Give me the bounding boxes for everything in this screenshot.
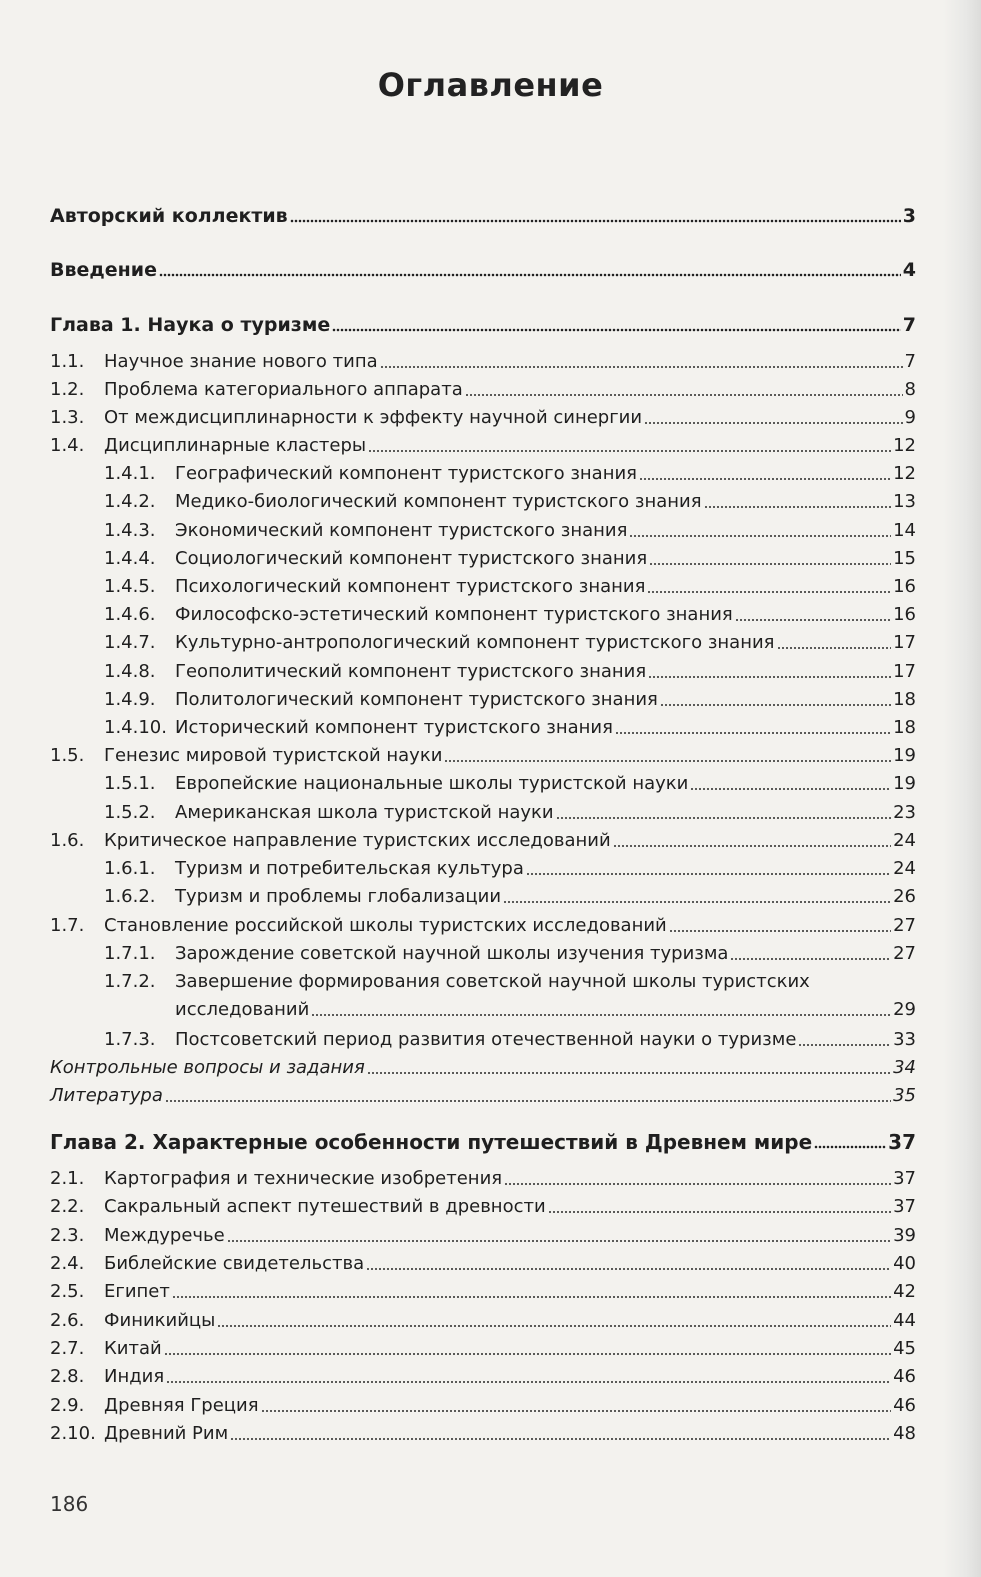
toc-entry[interactable] [50, 1423, 916, 1445]
section-number: 1.6. [50, 830, 85, 851]
dot-leader [777, 634, 892, 650]
entry-page-number: 24 [893, 858, 916, 879]
dot-leader [164, 1340, 891, 1356]
entry-label: Библейские свидетельства [104, 1253, 365, 1274]
entry-label: Европейские национальные школы туристской науки [175, 773, 689, 794]
subsection-number: 1.4.6. [104, 604, 156, 625]
entry-page-number: 18 [893, 689, 916, 710]
toc-entry[interactable] [104, 858, 916, 880]
entry-page-number: 45 [893, 1338, 916, 1359]
section-number: 2.4. [50, 1253, 85, 1274]
entry-page-number: 15 [893, 548, 916, 569]
entry-page-number: 18 [893, 717, 916, 738]
entry-page-number: 27 [893, 915, 916, 936]
entry-label: Критическое направление туристских исследований [104, 830, 611, 851]
entry-label-continued: исследований [175, 999, 310, 1020]
entry-label: Завершение формирования советской научной школы туристских [175, 971, 810, 992]
subsection-number: 1.4.2. [104, 491, 156, 512]
entry-page-number: 27 [893, 943, 916, 964]
dot-leader [690, 775, 891, 791]
entry-page-number: 4 [902, 259, 916, 281]
entry-label: Литература [50, 1085, 163, 1106]
entry-page-number: 12 [893, 435, 916, 456]
toc-entry[interactable] [104, 717, 916, 739]
dot-leader [615, 719, 891, 735]
dot-leader [166, 1368, 891, 1384]
dot-leader [735, 606, 891, 622]
entry-page-number: 46 [893, 1395, 916, 1416]
toc-entry[interactable] [50, 1131, 916, 1153]
dot-leader [669, 917, 891, 933]
subsection-number: 1.4.7. [104, 632, 156, 653]
dot-leader [639, 465, 891, 481]
entry-page-number: 26 [893, 886, 916, 907]
dot-leader [814, 1133, 886, 1149]
toc-entry[interactable] [50, 1366, 916, 1388]
dot-leader [503, 888, 891, 904]
entry-page-number: 37 [893, 1168, 916, 1189]
entry-label: Психологический компонент туристского знания [175, 576, 646, 597]
entry-page-number: 16 [893, 604, 916, 625]
toc-entry[interactable] [50, 379, 916, 401]
entry-label: Геополитический компонент туристского знания [175, 661, 647, 682]
subsection-number: 1.6.1. [104, 858, 156, 879]
dot-leader [613, 832, 891, 848]
subsection-number: 1.4.10. [104, 717, 167, 738]
section-number: 2.5. [50, 1281, 85, 1302]
entry-label: Китай [104, 1338, 162, 1359]
entry-label: Медико-биологический компонент туристского знания [175, 491, 702, 512]
dot-leader [380, 353, 903, 369]
entry-page-number: 42 [893, 1281, 916, 1302]
entry-label: Глава 1. Наука о туризме [50, 314, 331, 336]
entry-label: Социологический компонент туристского знания [175, 548, 648, 569]
toc-entry-continuation [175, 999, 916, 1021]
dot-leader [629, 522, 891, 538]
entry-label: Философско-эстетический компонент туристского знания [175, 604, 733, 625]
entry-page-number: 29 [893, 999, 916, 1020]
dot-leader [556, 804, 892, 820]
dot-leader [704, 493, 892, 509]
toc-entry[interactable] [50, 314, 916, 336]
entry-label: Египет [104, 1281, 170, 1302]
section-number: 1.1. [50, 351, 85, 372]
entry-label: Генезис мировой туристской науки [104, 745, 443, 766]
entry-page-number: 12 [893, 463, 916, 484]
page-title: Оглавление [377, 66, 604, 104]
entry-page-number: 13 [893, 491, 916, 512]
entry-label: Картография и технические изобретения [104, 1168, 503, 1189]
entry-label: Зарождение советской научной школы изучения туризма [175, 943, 729, 964]
entry-label: Сакральный аспект путешествий в древности [104, 1196, 546, 1217]
dot-leader [159, 261, 901, 277]
section-number: 1.4. [50, 435, 85, 456]
entry-page-number: 7 [902, 314, 916, 336]
subsection-number: 1.4.1. [104, 463, 156, 484]
entry-label: Экономический компонент туристского знания [175, 520, 628, 541]
entry-label: Туризм и проблемы глобализации [175, 886, 502, 907]
toc-entry[interactable] [104, 773, 916, 795]
toc-entry[interactable] [104, 632, 916, 654]
toc-entry[interactable] [104, 886, 916, 908]
entry-page-number: 23 [893, 802, 916, 823]
entry-page-number: 33 [893, 1029, 916, 1050]
entry-page-number: 35 [893, 1085, 916, 1106]
dot-leader [366, 1255, 891, 1271]
entry-page-number: 39 [893, 1225, 916, 1246]
dot-leader [230, 1425, 891, 1441]
subsection-number: 1.4.3. [104, 520, 156, 541]
dot-leader [647, 578, 891, 594]
dot-leader [465, 381, 903, 397]
toc-entry[interactable] [50, 1085, 916, 1107]
entry-label: Становление российской школы туристских исследований [104, 915, 667, 936]
subsection-number: 1.7.1. [104, 943, 156, 964]
entry-page-number: 44 [893, 1310, 916, 1331]
entry-page-number: 48 [893, 1423, 916, 1444]
subsection-number: 1.4.4. [104, 548, 156, 569]
subsection-number: 1.6.2. [104, 886, 156, 907]
toc-entry[interactable] [50, 1225, 916, 1247]
toc-entry[interactable] [50, 1310, 916, 1332]
toc-entry[interactable] [50, 407, 916, 429]
entry-page-number: 37 [888, 1130, 916, 1154]
subsection-number: 1.4.9. [104, 689, 156, 710]
dot-leader [217, 1312, 891, 1328]
toc-entry[interactable] [50, 1395, 916, 1417]
entry-label: Контрольные вопросы и задания [50, 1057, 365, 1078]
entry-label: Индия [104, 1366, 165, 1387]
section-number: 1.3. [50, 407, 85, 428]
subsection-number: 1.7.3. [104, 1029, 156, 1050]
dot-leader [660, 691, 891, 707]
dot-leader [367, 1059, 891, 1075]
entry-page-number: 3 [902, 205, 916, 227]
toc-entry[interactable] [104, 604, 916, 626]
entry-page-number: 14 [893, 520, 916, 541]
entry-page-number: 34 [893, 1057, 916, 1078]
dot-leader [332, 316, 901, 332]
toc-entry[interactable] [104, 802, 916, 824]
section-number: 2.3. [50, 1225, 85, 1246]
entry-page-number: 24 [893, 830, 916, 851]
section-number: 2.10. [50, 1423, 96, 1444]
dot-leader [227, 1227, 891, 1243]
toc-entry[interactable] [104, 520, 916, 542]
toc-entry[interactable] [50, 259, 916, 281]
section-number: 1.7. [50, 915, 85, 936]
toc-entry[interactable] [104, 1029, 916, 1051]
entry-label: Финикийцы [104, 1310, 216, 1331]
entry-label: Введение [50, 259, 157, 281]
toc-entry[interactable] [104, 971, 810, 993]
dot-leader [172, 1283, 891, 1299]
toc-entry[interactable] [104, 548, 916, 570]
dot-leader [165, 1087, 891, 1103]
toc-entry[interactable] [50, 1168, 916, 1190]
entry-label: Географический компонент туристского знания [175, 463, 638, 484]
entry-label: Культурно-антропологический компонент туристского знания [175, 632, 775, 653]
entry-page-number: 19 [893, 745, 916, 766]
entry-label: Глава 2. Характерные особенности путешествий в Древнем мире [50, 1130, 813, 1154]
dot-leader [504, 1170, 891, 1186]
dot-leader [444, 747, 891, 763]
dot-leader [261, 1397, 892, 1413]
entry-page-number: 17 [893, 661, 916, 682]
toc-entry[interactable] [50, 351, 916, 373]
dot-leader [649, 550, 891, 566]
entry-label: Авторский коллектив [50, 205, 288, 227]
entry-page-number: 37 [893, 1196, 916, 1217]
section-number: 1.2. [50, 379, 85, 400]
page-number: 186 [50, 1492, 89, 1516]
toc-entry[interactable] [104, 491, 916, 513]
dot-leader [648, 663, 891, 679]
entry-label: Дисциплинарные кластеры [104, 435, 367, 456]
toc-entry[interactable] [50, 745, 916, 767]
entry-label: От междисциплинарности к эффекту научной синергии [104, 407, 643, 428]
dot-leader [368, 437, 891, 453]
toc-entry[interactable] [104, 463, 916, 485]
entry-page-number: 16 [893, 576, 916, 597]
subsection-number: 1.4.8. [104, 661, 156, 682]
entry-page-number: 9 [904, 407, 916, 428]
dot-leader [526, 860, 891, 876]
entry-page-number: 17 [893, 632, 916, 653]
toc-entry[interactable] [50, 1253, 916, 1275]
toc-entry[interactable] [104, 576, 916, 598]
section-number: 1.5. [50, 745, 85, 766]
dot-leader [311, 1001, 891, 1017]
section-number: 2.7. [50, 1338, 85, 1359]
entry-label: Проблема категориального аппарата [104, 379, 463, 400]
entry-label: Древний Рим [104, 1423, 229, 1444]
entry-label: Междуречье [104, 1225, 225, 1246]
entry-label: Исторический компонент туристского знания [175, 717, 613, 738]
toc-entry[interactable] [50, 205, 916, 227]
subsection-number: 1.5.2. [104, 802, 156, 823]
entry-label: Постсоветский период развития отечественной науки о туризме [175, 1029, 797, 1050]
subsection-number: 1.4.5. [104, 576, 156, 597]
entry-page-number: 8 [904, 379, 916, 400]
entry-label: Американская школа туристской науки [175, 802, 554, 823]
toc-entry[interactable] [104, 661, 916, 683]
section-number: 2.9. [50, 1395, 85, 1416]
entry-page-number: 7 [904, 351, 916, 372]
toc-entry[interactable] [50, 1196, 916, 1218]
toc-entry[interactable] [104, 689, 916, 711]
section-number: 2.2. [50, 1196, 85, 1217]
entry-page-number: 40 [893, 1253, 916, 1274]
section-number: 2.1. [50, 1168, 85, 1189]
dot-leader [644, 409, 902, 425]
subsection-number: 1.7.2. [104, 971, 156, 992]
toc-entry[interactable] [104, 943, 916, 965]
entry-page-number: 46 [893, 1366, 916, 1387]
dot-leader [798, 1031, 891, 1047]
toc-entry[interactable] [50, 1338, 916, 1360]
dot-leader [730, 945, 891, 961]
toc-entry[interactable] [50, 435, 916, 457]
dot-leader [290, 207, 901, 223]
entry-label: Туризм и потребительская культура [175, 858, 524, 879]
subsection-number: 1.5.1. [104, 773, 156, 794]
section-number: 2.8. [50, 1366, 85, 1387]
section-number: 2.6. [50, 1310, 85, 1331]
entry-label: Древняя Греция [104, 1395, 259, 1416]
toc-entry[interactable] [50, 830, 916, 852]
toc-entry[interactable] [50, 915, 916, 937]
toc-entry[interactable] [50, 1281, 916, 1303]
toc-entry[interactable] [50, 1057, 916, 1079]
entry-label: Политологический компонент туристского знания [175, 689, 658, 710]
entry-label: Научное знание нового типа [104, 351, 378, 372]
entry-page-number: 19 [893, 773, 916, 794]
dot-leader [548, 1198, 891, 1214]
